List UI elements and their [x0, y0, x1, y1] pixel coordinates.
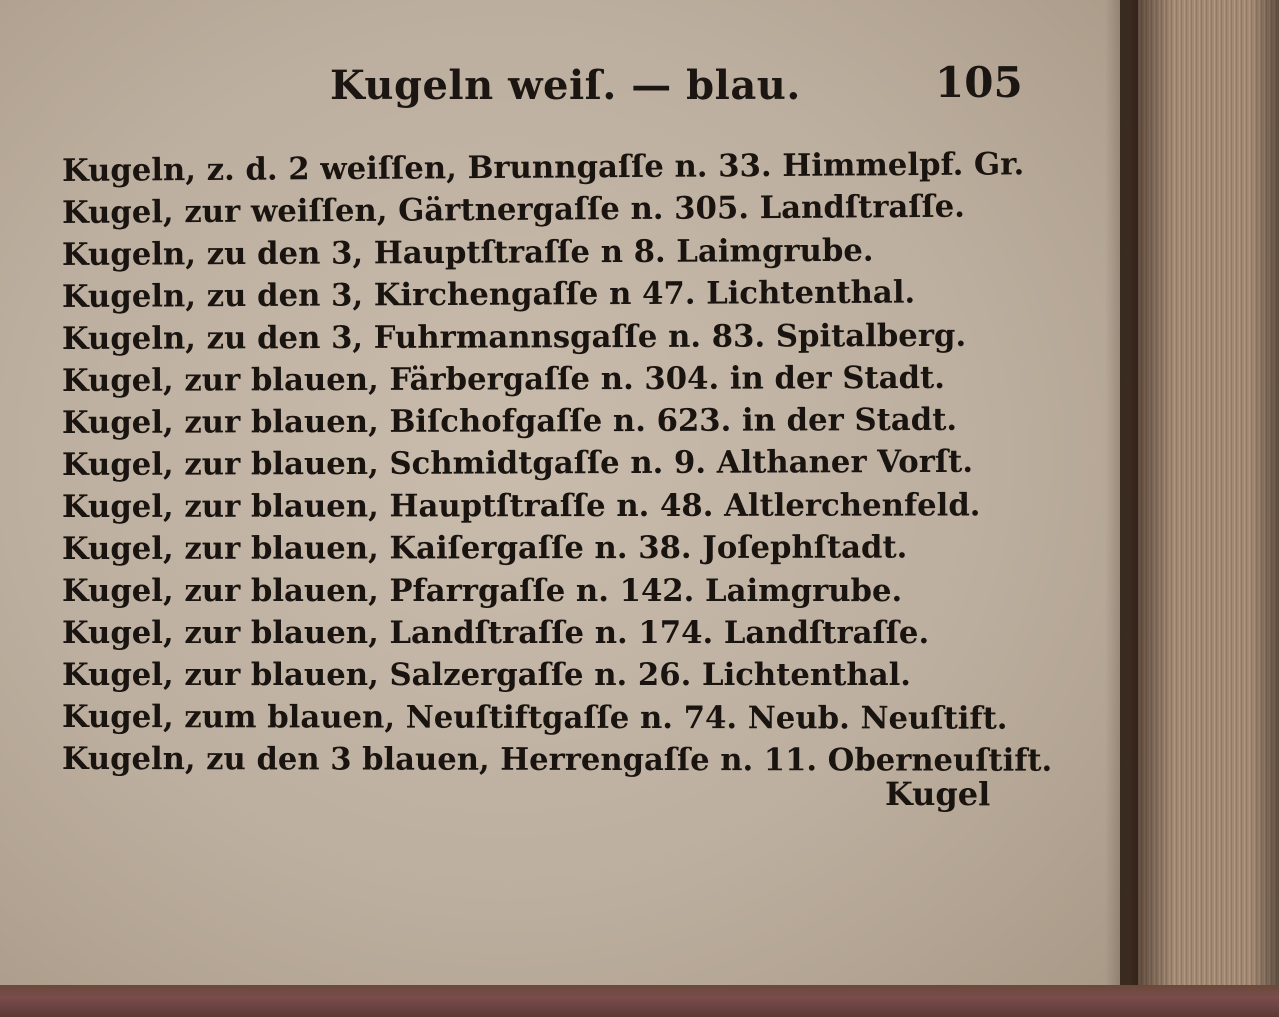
- entry-line: Kugeln, zu den 3 blauen, Herrengaſſe n. 11. Oberneuſtift.: [61, 741, 1053, 779]
- page-edges-shading: [1138, 0, 1279, 1017]
- book-cover-edge: [0, 985, 1279, 1017]
- directory-entries: [61, 146, 1062, 780]
- entry-line: Kugel, zur blauen, Hauptſtraſſe n. 48. Altlerchenfeld.: [61, 487, 981, 525]
- entry-line: Kugel, zur weiſſen, Gärtnergaſſe n. 305. Landſtraſſe.: [61, 188, 966, 231]
- entry-line: Kugeln, z. d. 2 weiſſen, Brunngaſſe n. 33. Himmelpf. Gr.: [61, 146, 1025, 189]
- entry-line: Kugel, zur blauen, Schmidtgaſſe n. 9. Althaner Vorſt.: [61, 443, 974, 483]
- page-number: 105: [935, 58, 1023, 107]
- entry-line: Kugeln, zu den 3, Hauptſtraſſe n 8. Laimgrube.: [61, 232, 874, 273]
- entry-line: Kugel, zur blauen, Kaiſergaſſe n. 38. Joſephſtadt.: [61, 529, 908, 567]
- entry-line: Kugel, zum blauen, Neuſtiftgaſſe n. 74. Neub. Neuſtift.: [61, 699, 1008, 737]
- entry-line: Kugel, zur blauen, Färbergaſſe n. 304. in der Stadt.: [61, 359, 945, 399]
- entry-line: Kugel, zur blauen, Pfarrgaſſe n. 142. Laimgrube.: [62, 573, 903, 609]
- entry-line: Kugeln, zu den 3, Kirchengaſſe n 47. Lichtenthal.: [61, 274, 916, 315]
- entry-line: Kugeln, zu den 3, Fuhrmannsgaſſe n. 83. Spitalberg.: [61, 317, 967, 357]
- entry-line: Kugel, zur blauen, Biſchofgaſſe n. 623. in der Stadt.: [61, 401, 958, 441]
- entry-line: Kugel, zur blauen, Salzergaſſe n. 26. Lichtenthal.: [62, 657, 911, 693]
- entry-line: Kugel, zur blauen, Landſtraſſe n. 174. Landſtraſſe.: [62, 615, 930, 651]
- catchword: Kugel: [885, 775, 991, 813]
- running-title: Kugeln weiſ. — blau.: [330, 62, 801, 109]
